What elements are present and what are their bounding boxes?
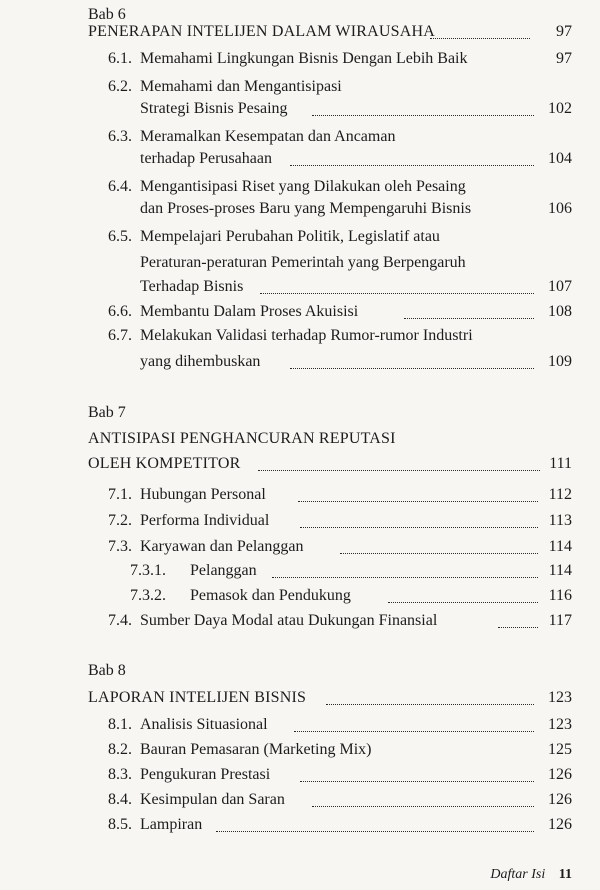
toc-entry-7-3-1 [0,559,600,583]
footer-label: Daftar Isi [490,867,546,882]
entry-number: 7.4. [108,612,132,629]
toc-entry-8-2 [0,738,600,762]
entry-page: 117 [548,612,572,629]
entry-number: 7.2. [108,512,132,529]
entry-number: 6.4. [108,178,132,195]
leader-dots [294,731,534,732]
entry-page: 107 [548,278,572,295]
leader-dots [430,38,530,39]
leader-dots [258,470,540,471]
entry-title: Mempelajari Perubahan Politik, Legislatif atau [140,228,440,245]
entry-number: 6.7. [108,327,132,344]
entry-title-cont: yang dihembuskan [140,353,261,370]
entry-title-cont: Terhadap Bisnis [140,278,244,295]
toc-entry-7-3 [0,535,600,559]
chapter-6-page: 97 [556,23,572,40]
leader-dots [326,704,534,705]
toc-entry-6-3-cont [0,147,600,171]
toc-entry-8-1 [0,713,600,737]
leader-dots [312,115,534,116]
toc-entry-8-5 [0,813,600,837]
entry-title: Hubungan Personal [140,486,266,503]
toc-entry-6-5-cont1 [0,251,600,275]
entry-title: Analisis Situasional [140,716,268,733]
chapter-6-heading [0,20,600,44]
toc-entry-6-7-cont [0,350,600,374]
entry-number: 7.3.1. [130,562,166,579]
entry-page: 97 [556,50,572,67]
entry-number: 8.3. [108,766,132,783]
leader-dots [498,627,538,628]
entry-number: 6.5. [108,228,132,245]
toc-entry-6-7 [0,324,600,348]
toc-entry-7-1 [0,483,600,507]
chapter-8-label: Bab 8 [88,662,126,679]
entry-number: 8.2. [108,741,132,758]
leader-dots [216,831,534,832]
entry-number: 6.6. [108,303,132,320]
toc-entry-8-3 [0,763,600,787]
toc-entry-6-4 [0,175,600,199]
chapter-7-page: 111 [549,455,572,472]
page-number: 11 [558,867,572,882]
page-footer [490,860,572,890]
leader-dots [290,368,534,369]
entry-title: Melakukan Validasi terhadap Rumor-rumor Industri [140,327,473,344]
chapter-7-title-line-2: OLEH KOMPETITOR [88,455,241,472]
entry-number: 6.1. [108,50,132,67]
entry-title-cont: Peraturan-peraturan Pemerintah yang Berpengaruh [140,254,466,271]
entry-title: Performa Individual [140,512,270,529]
toc-entry-6-5 [0,225,600,249]
leader-dots [260,293,534,294]
chapter-7-heading [0,427,600,451]
leader-dots [340,553,538,554]
entry-page: 116 [548,587,572,604]
entry-title-cont: terhadap Perusahaan [140,150,272,167]
entry-title: Lampiran [140,816,203,833]
chapter-8-heading [0,686,600,710]
leader-dots [298,501,538,502]
entry-page: 126 [548,816,572,833]
toc-entry-7-2 [0,509,600,533]
toc-entry-7-3-2 [0,584,600,608]
toc-entry-6-2 [0,75,600,99]
entry-title: Bauran Pemasaran (Marketing Mix) [140,741,372,758]
entry-number: 8.5. [108,816,132,833]
entry-number: 6.2. [108,78,132,95]
entry-page: 102 [548,100,572,117]
entry-title: Kesimpulan dan Saran [140,791,285,808]
chapter-7-label: Bab 7 [88,404,126,421]
entry-page: 114 [548,538,572,555]
leader-dots [290,165,534,166]
entry-page: 126 [548,766,572,783]
toc-entry-6-3 [0,125,600,149]
entry-page: 125 [548,741,572,758]
leader-dots [300,781,534,782]
chapter-6-title: PENERAPAN INTELIJEN DALAM WIRAUSAHA [88,23,435,40]
entry-number: 8.4. [108,791,132,808]
entry-page: 113 [548,512,572,529]
chapter-7-heading-cont [0,452,600,476]
entry-title: Karyawan dan Pelanggan [140,538,304,555]
leader-dots [404,318,534,319]
entry-title: Membantu Dalam Proses Akuisisi [140,303,359,320]
chapter-6-label: Bab 6 [88,6,126,23]
entry-title-cont: Strategi Bisnis Pesaing [140,100,288,117]
entry-title: Mengantisipasi Riset yang Dilakukan oleh Pesaing [140,178,466,195]
entry-title: Memahami dan Mengantisipasi [140,78,342,95]
entry-number: 6.3. [108,128,132,145]
toc-entry-6-5-cont2 [0,275,600,299]
chapter-8-page: 123 [548,689,572,706]
leader-dots [300,527,538,528]
entry-title: Pengukuran Prestasi [140,766,271,783]
entry-title-cont: dan Proses-proses Baru yang Mempengaruhi Bisnis [140,200,472,217]
entry-page: 126 [548,791,572,808]
entry-number: 7.3.2. [130,587,166,604]
chapter-8-title: LAPORAN INTELIJEN BISNIS [88,689,307,706]
toc-entry-7-4 [0,609,600,633]
entry-page: 114 [548,562,572,579]
leader-dots [272,577,538,578]
leader-dots [312,806,534,807]
entry-number: 7.3. [108,538,132,555]
entry-title: Memahami Lingkungan Bisnis Dengan Lebih Baik [140,50,468,67]
entry-page: 104 [548,150,572,167]
chapter-7-title-line-1: ANTISIPASI PENGHANCURAN REPUTASI [88,430,396,447]
toc-entry-8-4 [0,788,600,812]
entry-title: Pelanggan [190,562,257,579]
leader-dots [388,602,538,603]
entry-page: 108 [548,303,572,320]
entry-title: Sumber Daya Modal atau Dukungan Finansial [140,612,438,629]
entry-page: 112 [548,486,572,503]
toc-entry-6-6 [0,300,600,324]
entry-page: 123 [548,716,572,733]
entry-title: Pemasok dan Pendukung [190,587,351,604]
entry-page: 106 [548,200,572,217]
entry-number: 8.1. [108,716,132,733]
entry-number: 7.1. [108,486,132,503]
entry-page: 109 [548,353,572,370]
entry-title: Meramalkan Kesempatan dan Ancaman [140,128,396,145]
toc-entry-6-4-cont [0,197,600,221]
toc-entry-6-1 [0,47,600,71]
toc-entry-6-2-cont [0,97,600,121]
